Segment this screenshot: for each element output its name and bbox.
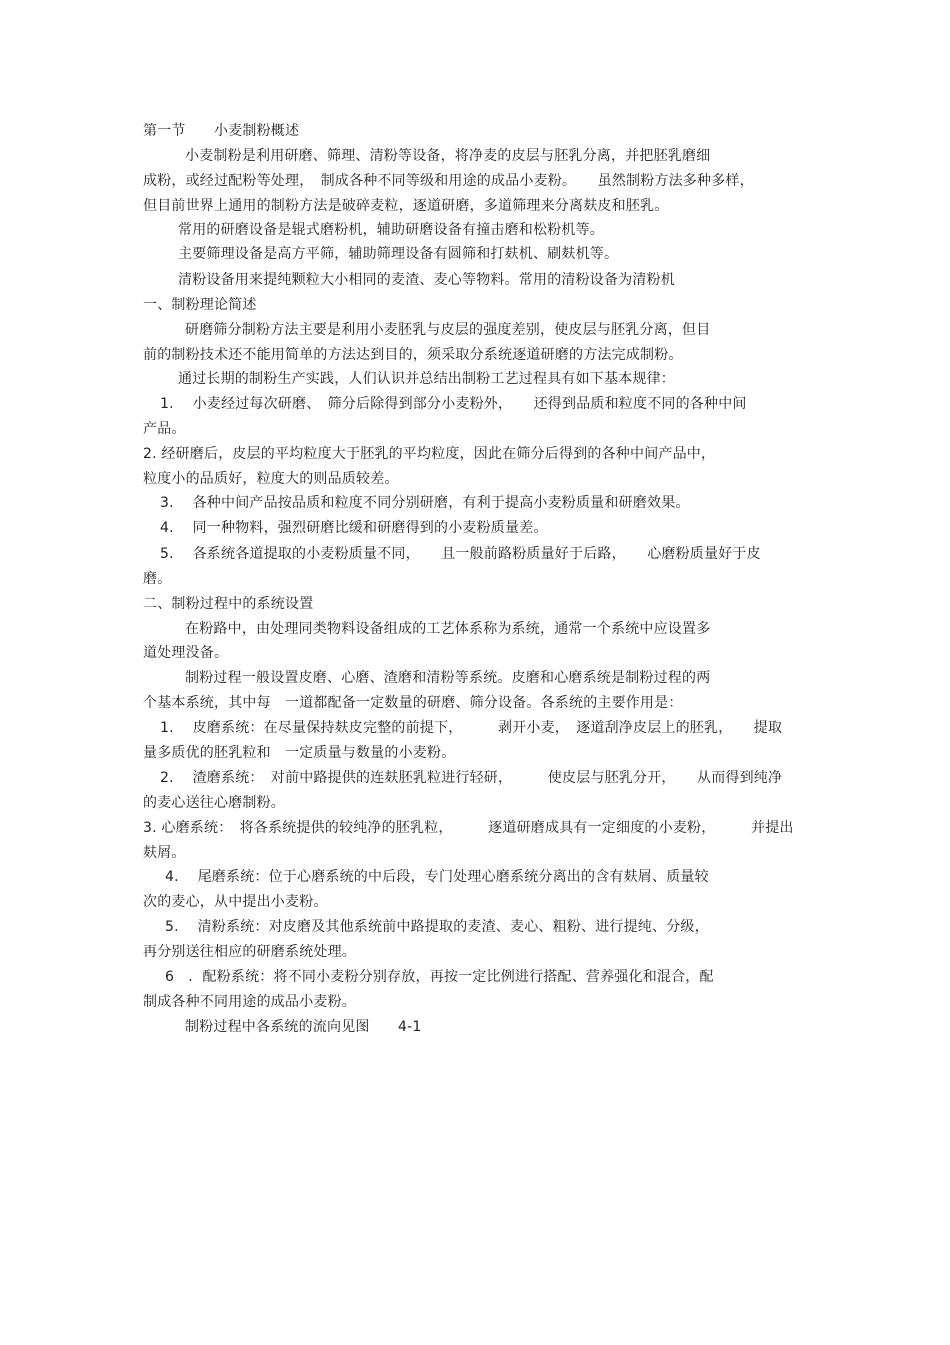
paragraph-line: 研磨筛分制粉方法主要是利用小麦胚乳与皮层的强度差别，使皮层与胚乳分离，但目 bbox=[185, 322, 711, 338]
list-item: 4. 尾磨系统：位于心磨系统的中后段，专门处理心磨系统分离出的含有麸屑、质量较 bbox=[165, 869, 709, 885]
list-item: 2. 渣磨系统： 对前中路提供的连麸胚乳粒进行轻研， 使皮层与胚乳分开， 从而得到纯净 bbox=[160, 770, 783, 786]
paragraph-line: 成粉，或经过配粉等处理， 制成各种不同等级和用途的成品小麦粉。 虽然制粉方法多种多样， bbox=[143, 173, 754, 189]
list-item: 6 ．配粉系统：将不同小麦粉分别存放，再按一定比例进行搭配、营养强化和混合，配 bbox=[165, 969, 714, 985]
list-item: 1. 皮磨系统：在尽量保持麸皮完整的前提下， 剥开小麦， 逐道刮净皮层上的胚乳， 提取 bbox=[160, 720, 783, 736]
paragraph-line: 次的麦心，从中提出小麦粉。 bbox=[143, 894, 328, 910]
list-item: 1. 小麦经过每次研磨、 筛分后除得到部分小麦粉外， 还得到品质和粒度不同的各种中间 bbox=[160, 396, 747, 412]
paragraph-line: 麸屑。 bbox=[143, 845, 186, 861]
list-item: 3. 心磨系统： 将各系统提供的较纯净的胚乳粒， 逐道研磨成具有一定细度的小麦粉， 并提出 bbox=[143, 820, 794, 836]
figure-reference: 制粉过程中各系统的流向见图 4-1 bbox=[185, 1019, 422, 1035]
subsection-title: 二、制粉过程中的系统设置 bbox=[143, 596, 314, 612]
list-item: 3. 各种中间产品按品质和粒度不同分别研磨，有利于提高小麦粉质量和研磨效果。 bbox=[160, 495, 690, 511]
paragraph-line: 小麦制粉是利用研磨、筛理、清粉等设备，将净麦的皮层与胚乳分离，并把胚乳磨细 bbox=[185, 148, 711, 164]
paragraph-line: 但目前世界上通用的制粉方法是破碎麦粒，逐道研磨，多道筛理来分离麸皮和胚乳。 bbox=[143, 198, 669, 214]
list-item: 4. 同一种物料，强烈研磨比缓和研磨得到的小麦粉质量差。 bbox=[160, 520, 548, 536]
paragraph-line: 个基本系统，其中每 一道都配备一定数量的研磨、筛分设备。各系统的主要作用是： bbox=[143, 695, 683, 711]
list-item: 5. 清粉系统：对皮磨及其他系统前中路提取的麦渣、麦心、粗粉、进行提纯、分级， bbox=[165, 919, 709, 935]
paragraph-line: 量多质优的胚乳粒和 一定质量与数量的小麦粉。 bbox=[143, 745, 456, 761]
paragraph-line: 在粉路中，由处理同类物料设备组成的工艺体系称为系统，通常一个系统中应设置多 bbox=[185, 621, 711, 637]
paragraph-line: 再分别送往相应的研磨系统处理。 bbox=[143, 944, 356, 960]
list-item: 2. 经研磨后，皮层的平均粒度大于胚乳的平均粒度，因此在筛分后得到的各种中间产品中， bbox=[143, 446, 716, 462]
paragraph-line: 制粉过程一般设置皮磨、心磨、渣磨和清粉等系统。皮磨和心磨系统是制粉过程的两 bbox=[185, 670, 711, 686]
paragraph-line: 道处理没备。 bbox=[143, 645, 229, 661]
paragraph-line: 清粉设备用来提纯颗粒大小相同的麦渣、麦心等物料。常用的清粉设备为清粉机 bbox=[178, 272, 675, 288]
paragraph-line: 的麦心送往心磨制粉。 bbox=[143, 795, 285, 811]
paragraph-line: 前的制粉技术还不能用简单的方法达到目的，须采取分系统逐道研磨的方法完成制粉。 bbox=[143, 347, 683, 363]
section-title: 第一节 小麦制粉概述 bbox=[143, 123, 300, 139]
subsection-title: 一、制粉理论简述 bbox=[143, 297, 257, 313]
paragraph-line: 主要筛理设备是高方平筛，辅助筛理设备有圆筛和打麸机、刷麸机等。 bbox=[178, 246, 619, 262]
paragraph-line: 磨。 bbox=[143, 571, 172, 587]
paragraph-line: 常用的研磨设备是辊式磨粉机，辅助研磨设备有撞击磨和松粉机等。 bbox=[178, 222, 604, 238]
paragraph-line: 通过长期的制粉生产实践，人们认识并总结出制粉工艺过程具有如下基本规律： bbox=[178, 371, 675, 387]
paragraph-line: 粒度小的品质好，粒度大的则品质较差。 bbox=[143, 471, 399, 487]
paragraph-line: 产品。 bbox=[143, 421, 186, 437]
list-item: 5. 各系统各道提取的小麦粉质量不同， 且一般前路粉质量好于后路， 心磨粉质量好于皮 bbox=[160, 546, 761, 562]
paragraph-line: 制成各种不同用途的成品小麦粉。 bbox=[143, 994, 356, 1010]
